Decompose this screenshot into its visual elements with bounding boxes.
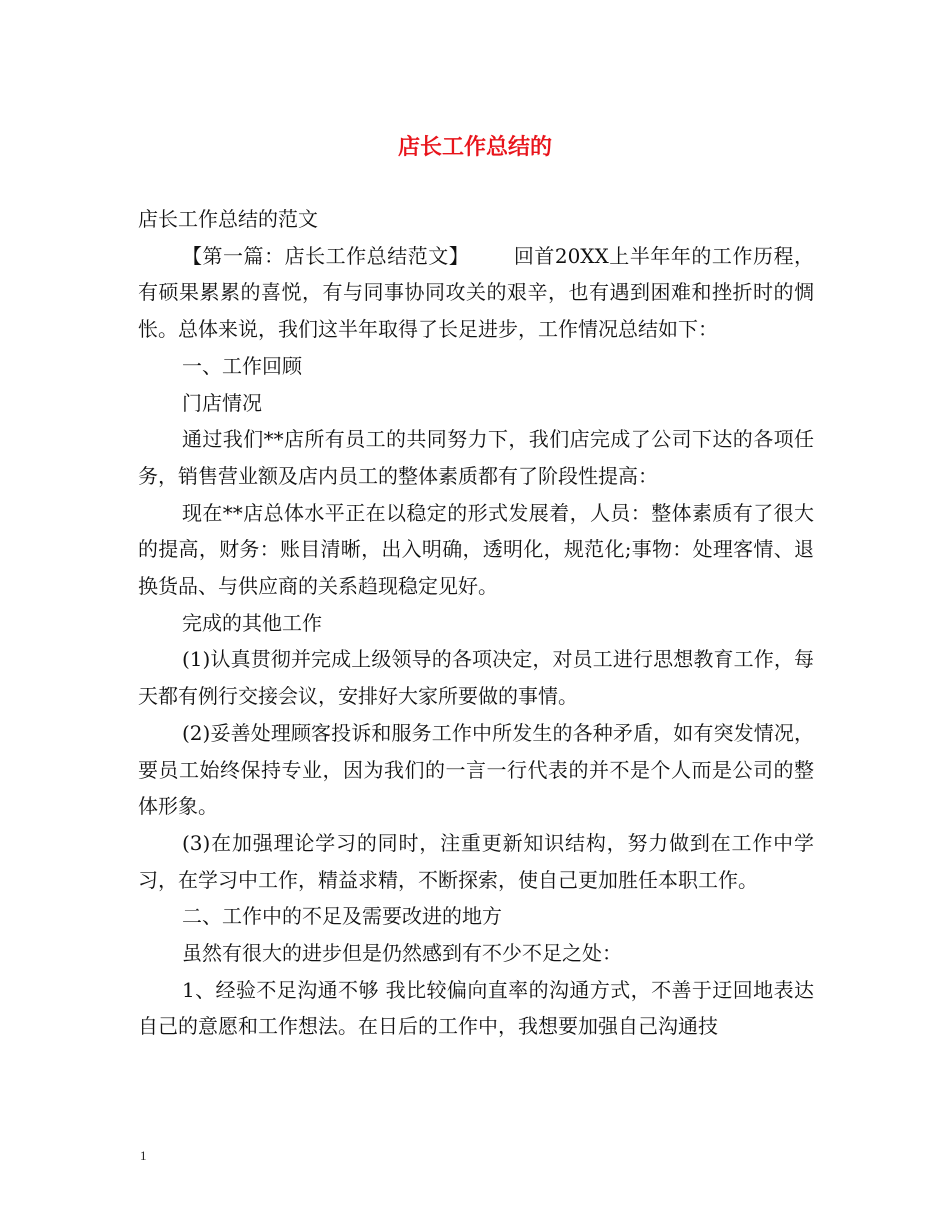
list-item: (2)妥善处理顾客投诉和服务工作中所发生的各种矛盾，如有突发情况，要员工始终保持专业，因为我们的一言一行代表的并不是个人而是公司的整体形象。 [138,720,814,819]
paragraph: 现在**店总体水平正在以稳定的形式发展着，人员：整体素质有了很大的提高，财务：账目清晰，出入明确，透明化，规范化;事物：处理客情、退换货品、与供应商的关系趋现稳定见好。 [138,500,814,599]
intro-paragraph [138,238,814,348]
paragraph: 虽然有很大的进步但是仍然感到有不少不足之处： [182,941,622,966]
section-heading-review: 一、工作回顾 [182,353,302,378]
document-title: 店长工作总结的 [397,135,552,160]
intro-text: 回首20XX上半年年的工作历程，有硕果累累的喜悦，有与同事协同攻关的艰辛，也有遇到困难和挫折时的惆怅。总体来说，我们这半年取得了长足进步，工作情况总结如下： [138,243,814,342]
section-heading-shortcomings: 二、工作中的不足及需要改进的地方 [182,904,502,929]
paragraph: 通过我们**店所有员工的共同努力下，我们店完成了公司下达的各项任务，销售营业额及店内员工的整体素质都有了阶段性提高： [138,427,814,488]
subheading-other-work: 完成的其他工作 [182,610,322,635]
list-item: (1)认真贯彻并完成上级领导的各项决定，对员工进行思想教育工作，每天都有例行交接会议，安排好大家所要做的事情。 [138,647,814,709]
list-item: 1、经验不足沟通不够 我比较偏向直率的沟通方式，不善于迂回地表达自己的意愿和工作想法。在日后的工作中，我想要加强自己沟通技 [138,977,814,1039]
intro-tag: 【第一篇：店长工作总结范文】 [182,243,470,268]
document-subtitle: 店长工作总结的范文 [138,207,318,231]
list-item: (3)在加强理论学习的同时，注重更新知识结构，努力做到在工作中学习，在学习中工作，精益求精，不断探索，使自己更加胜任本职工作。 [138,830,814,892]
page-number: 1 [140,1148,147,1163]
subheading-store-status: 门店情况 [182,390,262,415]
document-body [138,201,814,1045]
